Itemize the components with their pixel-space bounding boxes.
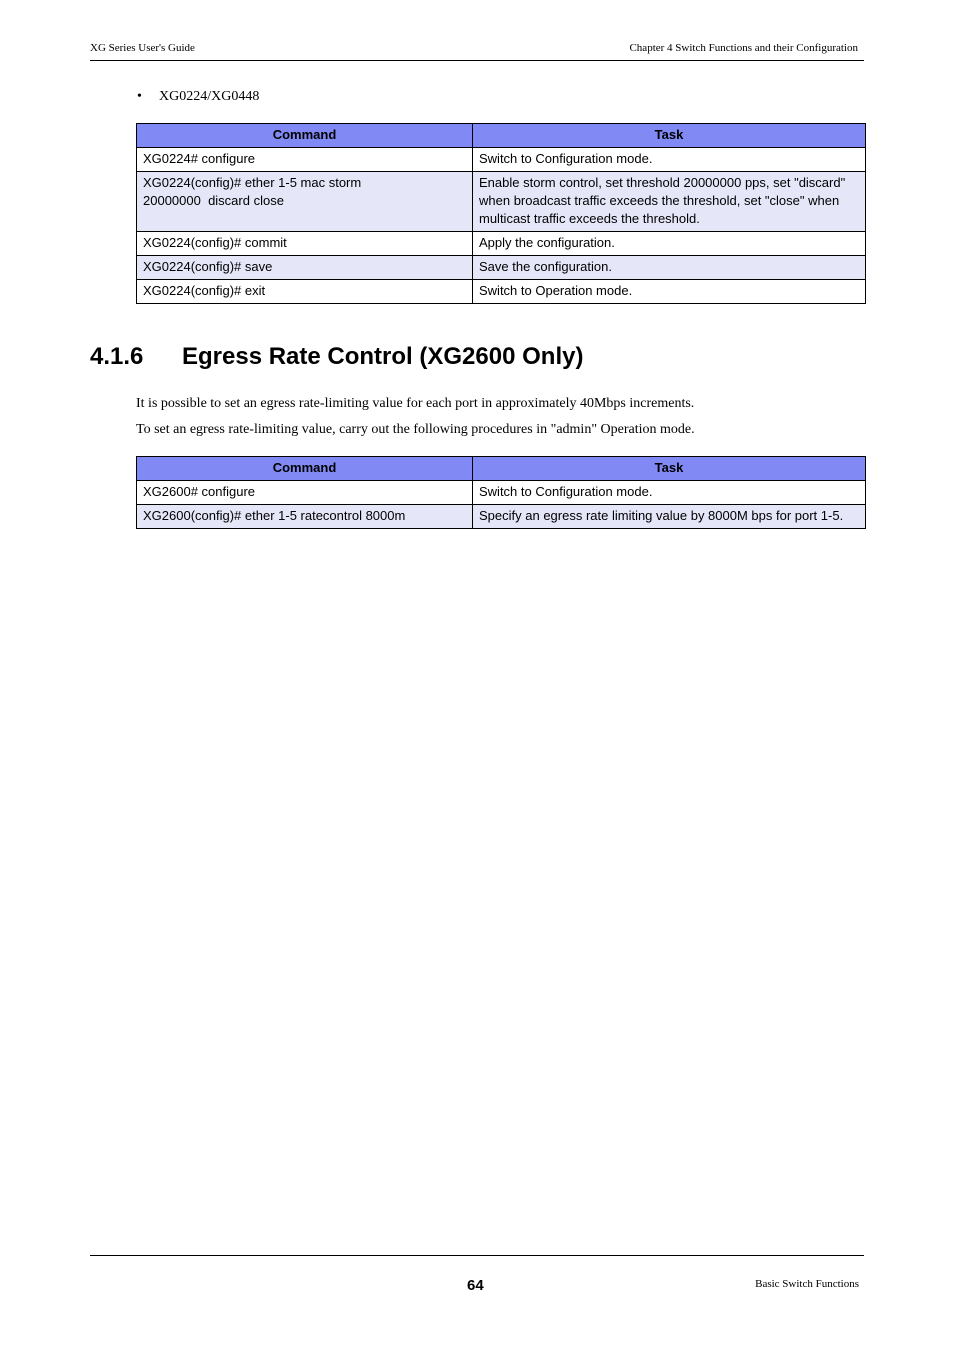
task-cell: Switch to Operation mode. xyxy=(473,280,866,304)
bullet-symbol: • xyxy=(137,89,142,104)
command-cell: XG0224(config)# commit xyxy=(137,232,473,256)
column-header-command: Command xyxy=(137,124,473,148)
column-header-command: Command xyxy=(137,457,473,481)
table-header-row xyxy=(137,457,866,481)
task-cell: Switch to Configuration mode. xyxy=(473,481,866,505)
footer-section-title: Basic Switch Functions xyxy=(755,1278,859,1290)
body-paragraph: To set an egress rate-limiting value, carry out the following procedures in "admin" Operation mode. xyxy=(136,422,695,437)
column-header-task: Task xyxy=(473,457,866,481)
task-cell: Switch to Configuration mode. xyxy=(473,148,866,172)
table-header-row xyxy=(137,124,866,148)
footer-divider xyxy=(90,1255,864,1256)
page-header xyxy=(90,42,864,61)
task-cell: Enable storm control, set threshold 20000000 pps, set "discard" when broadcast traffic exceeds the threshold, set "close" when multicast traffic exceeds the threshold. xyxy=(473,172,866,232)
command-table-xg0224 xyxy=(136,123,866,304)
bullet-item xyxy=(137,89,259,105)
header-chapter-title: Chapter 4 Switch Functions and their Configuration xyxy=(629,42,858,54)
command-cell: XG0224(config)# ether 1-5 mac storm 20000000 discard close xyxy=(137,172,473,232)
table-row xyxy=(137,481,866,505)
command-cell: XG0224(config)# exit xyxy=(137,280,473,304)
command-cell: XG0224# configure xyxy=(137,148,473,172)
table-row xyxy=(137,172,866,232)
table-row xyxy=(137,505,866,529)
task-cell: Save the configuration. xyxy=(473,256,866,280)
section-heading xyxy=(90,343,583,371)
page-number: 64 xyxy=(467,1277,484,1294)
command-cell: XG2600# configure xyxy=(137,481,473,505)
table-row xyxy=(137,232,866,256)
table-row xyxy=(137,280,866,304)
bullet-text: XG0224/XG0448 xyxy=(159,89,260,104)
command-cell: XG0224(config)# save xyxy=(137,256,473,280)
table-row xyxy=(137,148,866,172)
column-header-task: Task xyxy=(473,124,866,148)
task-cell: Specify an egress rate limiting value by 8000M bps for port 1-5. xyxy=(473,505,866,529)
body-paragraph: It is possible to set an egress rate-limiting value for each port in approximately 40Mbps increments. xyxy=(136,396,695,411)
command-table-xg2600 xyxy=(136,456,866,529)
section-title: Egress Rate Control (XG2600 Only) xyxy=(182,343,584,370)
section-number: 4.1.6 xyxy=(90,343,144,370)
header-guide-title: XG Series User's Guide xyxy=(90,42,195,54)
task-cell: Apply the configuration. xyxy=(473,232,866,256)
table-row xyxy=(137,256,866,280)
command-cell: XG2600(config)# ether 1-5 ratecontrol 8000m xyxy=(137,505,473,529)
